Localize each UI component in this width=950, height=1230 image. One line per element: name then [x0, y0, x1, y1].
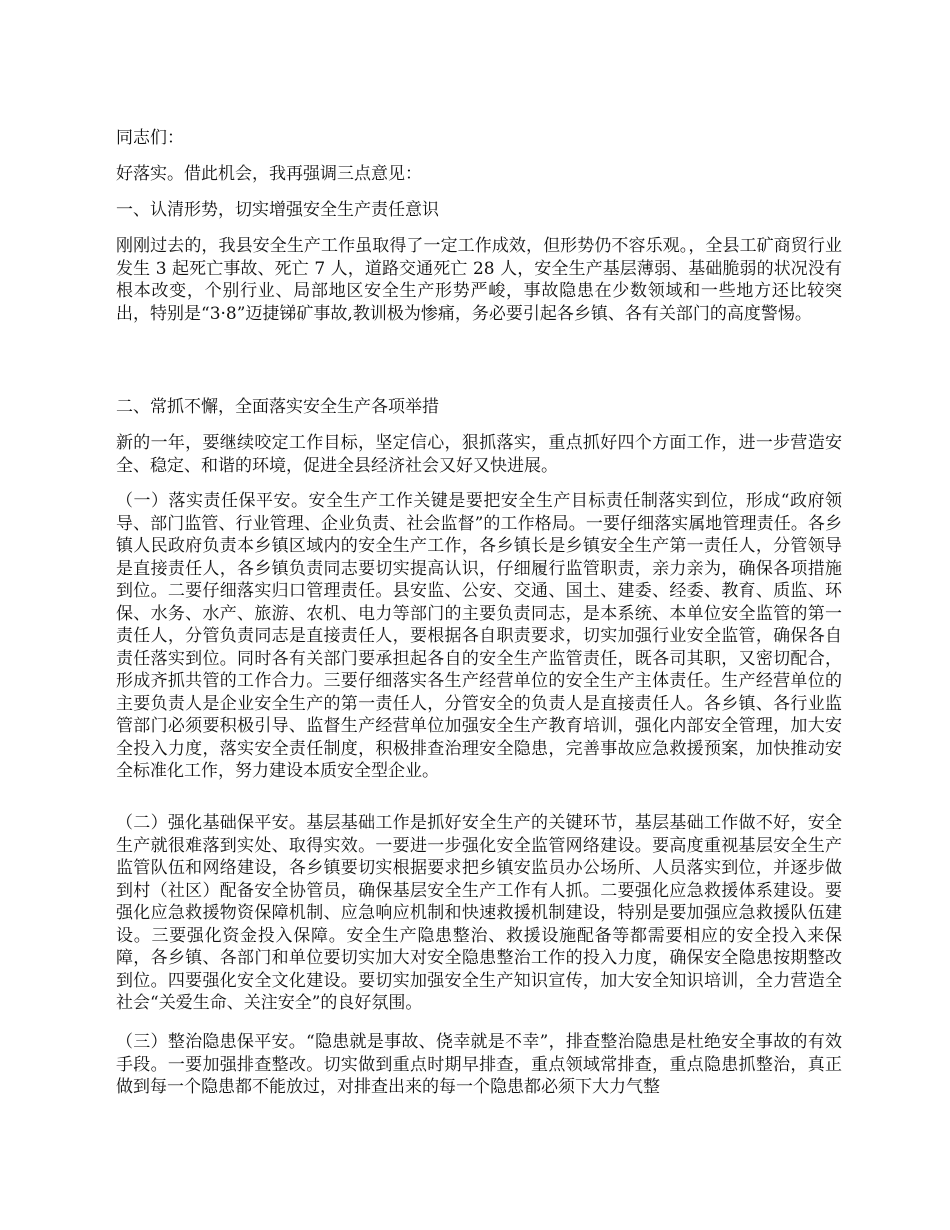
section-1-paragraph: 刚刚过去的，我县安全生产工作虽取得了一定工作成效，但形势仍不容乐观。，全县工矿商贸行业发生 3 起死亡事故、死亡 7 人，道路交通死亡 28 人，安全生产基层薄弱、基础脆弱的状况没有根本改变，个别行业、局部地区安全生产形势严峻，事故隐患在少数领域和一些地方还比较突出，特别是“3·8”迈捷锑矿事故,教训极为惨痛，务必要引起各乡镇、各有关部门的高度警惕。 — [116, 236, 842, 324]
section-2-intro-paragraph: 新的一年，要继续咬定工作目标，坚定信心，狠抓落实，重点抓好四个方面工作，进一步营造安全、稳定、和谐的环境，促进全县经济社会又好又快进展。 — [116, 433, 842, 476]
greeting: 同志们： — [116, 128, 184, 148]
section-1-heading: 一、认清形势，切实增强安全生产责任意识 — [116, 200, 439, 220]
foundation-paragraph: （二）强化基础保平安。基层基础工作是抓好安全生产的关键环节，基层基础工作做不好，安全生产就很难落到实处、取得实效。一要进一步强化安全监管网络建设。要高度重视基层安全生产监管队伍和网络建设，各乡镇要切实根据要求把乡镇安监员办公场所、人员落实到位，并逐步做到村（社区）配备安全协管员，确保基层安全生产工作有人抓。二要强化应急救援体系建设。要强化应急救援物资保障机制、应急响应机制和快速救援机制建设，特别是要加强应急救援队伍建设。三要强化资金投入保障。安全生产隐患整治、救援设施配备等都需要相应的安全投入来保障，各乡镇、各部门和单位要切实加大对安全隐患整治工作的投入力度，确保安全隐患按期整改到位。四要强化安全文化建设。要切实加强安全生产知识宣传，加大安全知识培训，全力营造全社会“关爱生命、关注安全”的良好氛围。 — [116, 813, 842, 1013]
section-2-heading: 二、常抓不懈，全面落实安全生产各项举措 — [116, 397, 439, 417]
responsibility-paragraph: （一）落实责任保平安。安全生产工作关键是要把安全生产目标责任制落实到位，形成“政府领导、部门监管、行业管理、企业负责、社会监督”的工作格局。一要仔细落实属地管理责任。各乡镇人民政府负责本乡镇区域内的安全生产工作，各乡镇长是乡镇安全生产第一责任人，分管领导是直接责任人，各乡镇负责同志要切实提高认识，仔细履行监管职责，亲力亲为，确保各项措施到位。二要仔细落实归口管理责任。县安监、公安、交通、国土、建委、经委、教育、质监、环保、水务、水产、旅游、农机、电力等部门的主要负责同志，是本系统、本单位安全监管的第一责任人，分管负责同志是直接责任人，要根据各自职责要求，切实加强行业安全监管，确保各自责任落实到位。同时各有关部门要承担起各自的安全生产监管责任，既各司其职，又密切配合，形成齐抓共管的工作合力。三要仔细落实各生产经营单位的安全生产主体责任。生产经营单位的主要负责人是企业安全生产的第一责任人，分管安全的负责人是直接责任人。各乡镇、各行业监管部门必须要积极引导、监督生产经营单位加强安全生产教育培训，强化内部安全管理，加大安全投入力度，落实安全责任制度，积极排查治理安全隐患，完善事故应急救援预案，加快推动安全标准化工作，努力建设本质安全型企业。 — [116, 491, 842, 781]
intro-paragraph: 好落实。借此机会，我再强调三点意见： — [116, 164, 422, 184]
hazard-paragraph: （三）整治隐患保平安。“隐患就是事故、侥幸就是不幸”，排查整治隐患是杜绝安全事故的有效手段。一要加强排查整改。切实做到重点时期早排查，重点领域常排查，重点隐患抓整治，真正做到每一个隐患都不能放过，对排查出来的每一个隐患都必须下大力气整 — [116, 1032, 842, 1097]
